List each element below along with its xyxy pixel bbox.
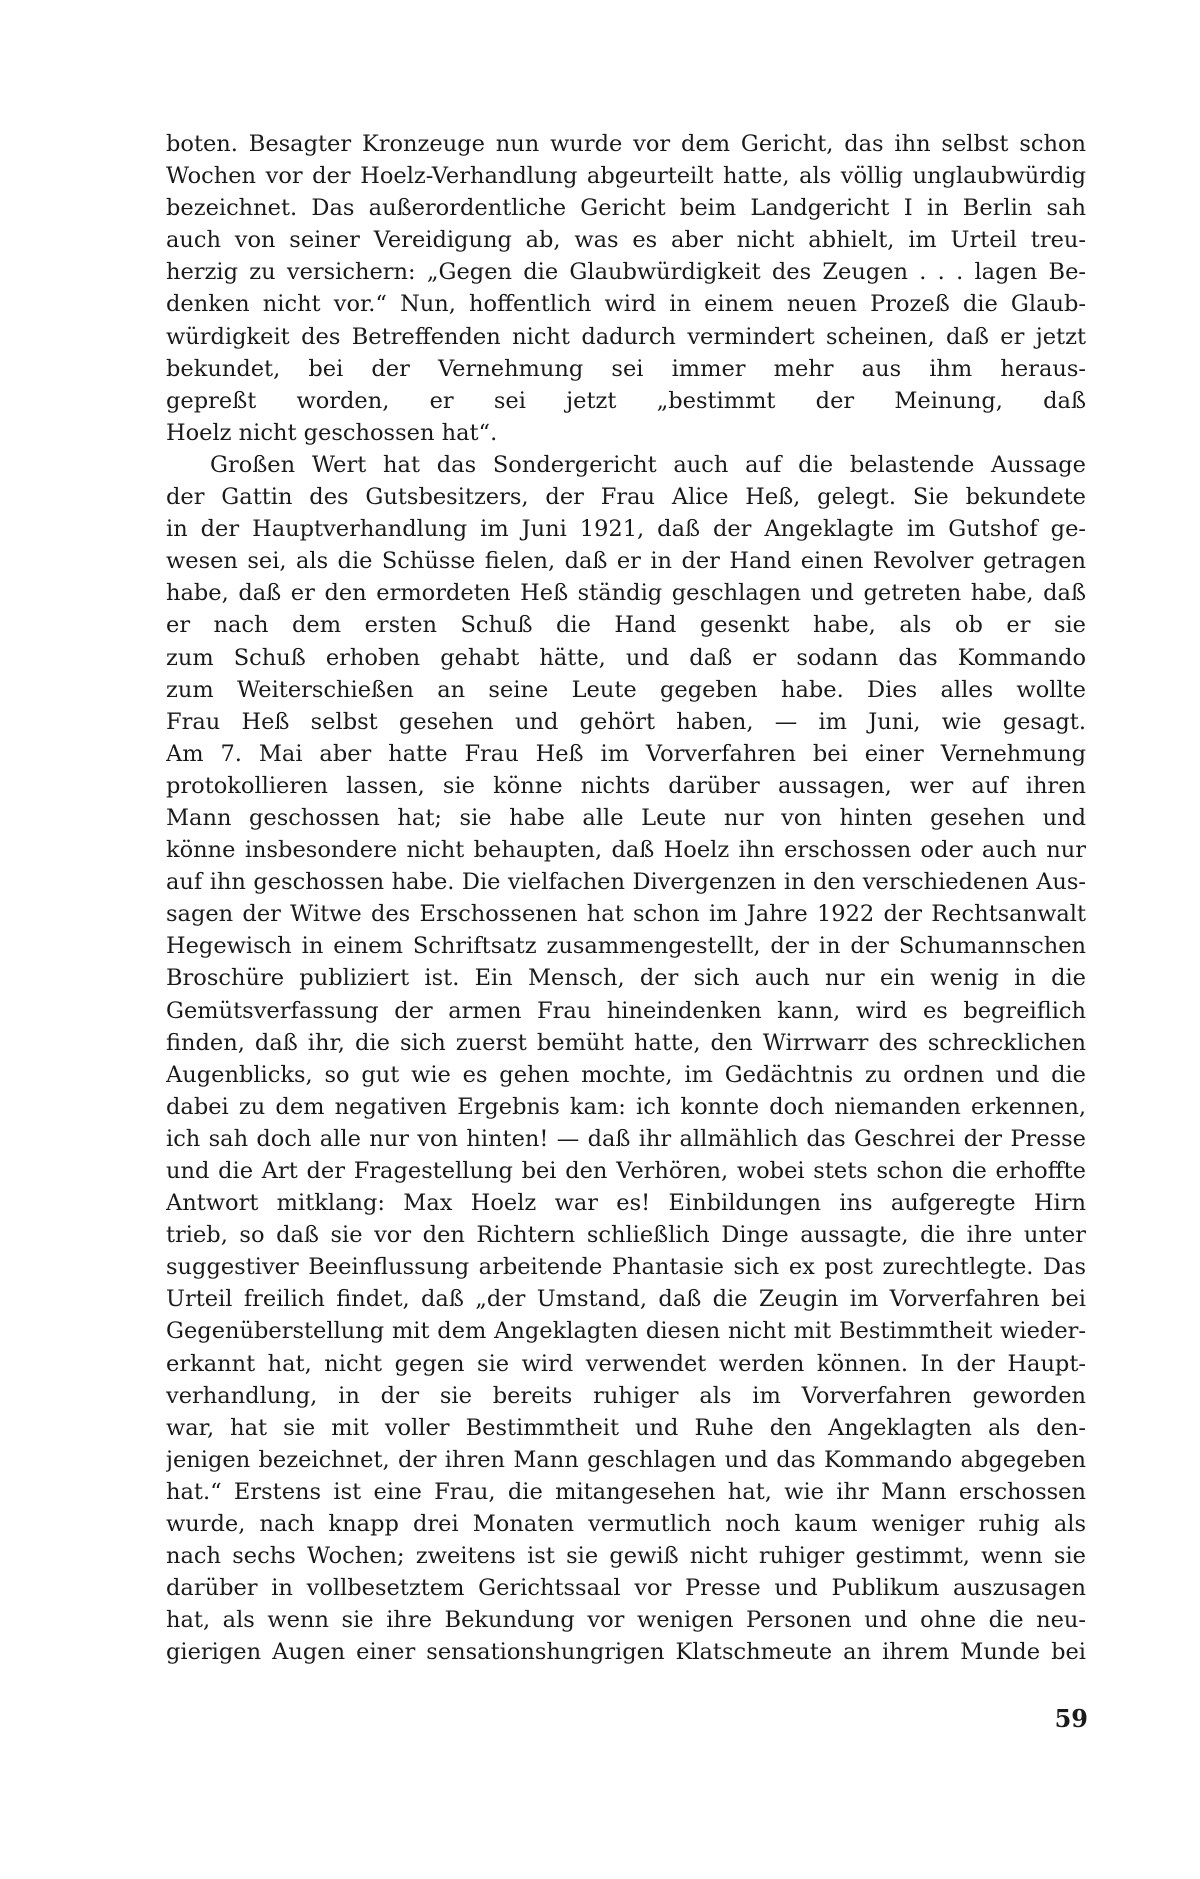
text-line: sagen der Witwe des Erschossenen hat schon im Jahre 1922 der Rechtsanwalt	[166, 901, 1086, 928]
text-line: Urteil freilich findet, daß „der Umstand, daß die Zeugin im Vorverfahren bei	[166, 1286, 1086, 1313]
text-line: und die Art der Fragestellung bei den Verhören, wobei stets schon die erhoffte	[166, 1158, 1086, 1184]
text-line: könne insbesondere nicht behaupten, daß Hoelz ihn erschossen oder auch nur	[166, 837, 1086, 864]
text-line: ich sah doch alle nur von hinten! — daß ihr allmählich das Geschrei der Presse	[166, 1125, 1086, 1152]
text-line: trieb, so daß sie vor den Richtern schließlich Dinge aussagte, die ihre unter	[166, 1222, 1086, 1249]
text-line: habe, daß er den ermordeten Heß ständig geschlagen und getreten habe, daß	[166, 580, 1086, 607]
text-line: Wochen vor der Hoelz-Verhandlung abgeurteilt hatte, als völlig unglaubwürdig	[166, 163, 1086, 190]
text-line: in der Hauptverhandlung im Juni 1921, daß der Angeklagte im Gutshof ge-	[166, 516, 1086, 543]
text-line: dabei zu dem negativen Ergebnis kam: ich konnte doch niemanden erkennen,	[166, 1093, 1086, 1120]
text-line: Gegenüberstellung mit dem Angeklagten diesen nicht mit Bestimmtheit wieder-	[166, 1318, 1086, 1345]
text-line: Hegewisch in einem Schriftsatz zusammengestellt, der in der Schumannschen	[166, 933, 1086, 960]
text-line: bezeichnet. Das außerordentliche Gericht beim Landgericht I in Berlin sah	[166, 195, 1086, 222]
text-line: Mann geschossen hat; sie habe alle Leute nur von hinten gesehen und	[166, 804, 1086, 831]
page-number: 59	[1054, 1704, 1088, 1733]
text-line: Am 7. Mai aber hatte Frau Heß im Vorverfahren bei einer Vernehmung	[166, 740, 1086, 767]
text-line: verhandlung, in der sie bereits ruhiger als im Vorverfahren geworden	[166, 1382, 1086, 1409]
text-line: zum Schuß erhoben gehabt hätte, und daß er sodann das Kommando	[166, 644, 1086, 671]
text-line: nach sechs Wochen; zweitens ist sie gewiß nicht ruhiger gestimmt, wenn sie	[166, 1543, 1086, 1570]
text-line: herzig zu versichern: „Gegen die Glaubwürdigkeit des Zeugen . . . lagen Be-	[166, 259, 1086, 286]
text-line: suggestiver Beeinflussung arbeitende Phantasie sich ex post zurechtlegte. Das	[166, 1254, 1086, 1281]
text-line: war, hat sie mit voller Bestimmtheit und Ruhe den Angeklagten als den-	[166, 1414, 1086, 1441]
text-line: darüber in vollbesetztem Gerichtssaal vor Presse und Publikum auszusagen	[166, 1575, 1086, 1602]
text-line: gierigen Augen einer sensationshungrigen Klatschmeute an ihrem Munde bei	[166, 1639, 1086, 1666]
text-line: protokollieren lassen, sie könne nichts darüber aussagen, wer auf ihren	[166, 772, 1086, 799]
text-line: hat.“ Erstens ist eine Frau, die mitangesehen hat, wie ihr Mann erschossen	[166, 1478, 1086, 1505]
text-line: denken nicht vor.“ Nun, hoffentlich wird in einem neuen Prozeß die Glaub-	[166, 291, 1086, 318]
text-line: hat, als wenn sie ihre Bekundung vor wenigen Personen und ohne die neu-	[166, 1607, 1086, 1634]
text-line: Augenblicks, so gut wie es gehen mochte, im Gedächtnis zu ordnen und die	[166, 1061, 1086, 1088]
text-line: der Gattin des Gutsbesitzers, der Frau Alice Heß, gelegt. Sie bekundete	[166, 484, 1086, 511]
text-line: gepreßt worden, er sei jetzt „bestimmt der Meinung, daß	[166, 387, 1086, 414]
text-line: Antwort mitklang: Max Hoelz war es! Einbildungen ins aufgeregte Hirn	[166, 1190, 1086, 1217]
text-line: bekundet, bei der Vernehmung sei immer mehr aus ihm heraus-	[166, 355, 1086, 382]
text-line: zum Weiterschießen an seine Leute gegeben habe. Dies alles wollte	[166, 676, 1086, 703]
text-line: erkannt hat, nicht gegen sie wird verwendet werden können. In der Haupt-	[166, 1350, 1086, 1377]
text-line: jenigen bezeichnet, der ihren Mann geschlagen und das Kommando abgegeben	[166, 1446, 1086, 1473]
text-line: Broschüre publiziert ist. Ein Mensch, der sich auch nur ein wenig in die	[166, 965, 1086, 992]
text-line: Frau Heß selbst gesehen und gehört haben, — im Juni, wie gesagt.	[166, 708, 1086, 735]
text-line: auch von seiner Vereidigung ab, was es aber nicht abhielt, im Urteil treu-	[166, 227, 1086, 254]
text-line: er nach dem ersten Schuß die Hand gesenkt habe, als ob er sie	[166, 612, 1086, 639]
text-line: würdigkeit des Betreffenden nicht dadurch vermindert scheinen, daß er jetzt	[166, 323, 1086, 350]
text-line: Hoelz nicht geschossen hat“.	[166, 419, 498, 446]
text-line: Gemütsverfassung der armen Frau hineindenken kann, wird es begreiflich	[166, 997, 1086, 1024]
text-line: wurde, nach knapp drei Monaten vermutlich noch kaum weniger ruhig als	[166, 1511, 1086, 1538]
text-line: finden, daß ihr, die sich zuerst bemüht hatte, den Wirrwarr des schrecklichen	[166, 1029, 1086, 1056]
body-text	[166, 128, 1086, 1669]
text-line: auf ihn geschossen habe. Die vielfachen Divergenzen in den verschiedenen Aus-	[166, 869, 1086, 896]
text-line: Großen Wert hat das Sondergericht auch auf die belastende Aussage	[210, 451, 1086, 478]
text-line: boten. Besagter Kronzeuge nun wurde vor dem Gericht, das ihn selbst schon	[166, 131, 1086, 157]
text-line: wesen sei, als die Schüsse fielen, daß er in der Hand einen Revolver getragen	[166, 548, 1086, 575]
